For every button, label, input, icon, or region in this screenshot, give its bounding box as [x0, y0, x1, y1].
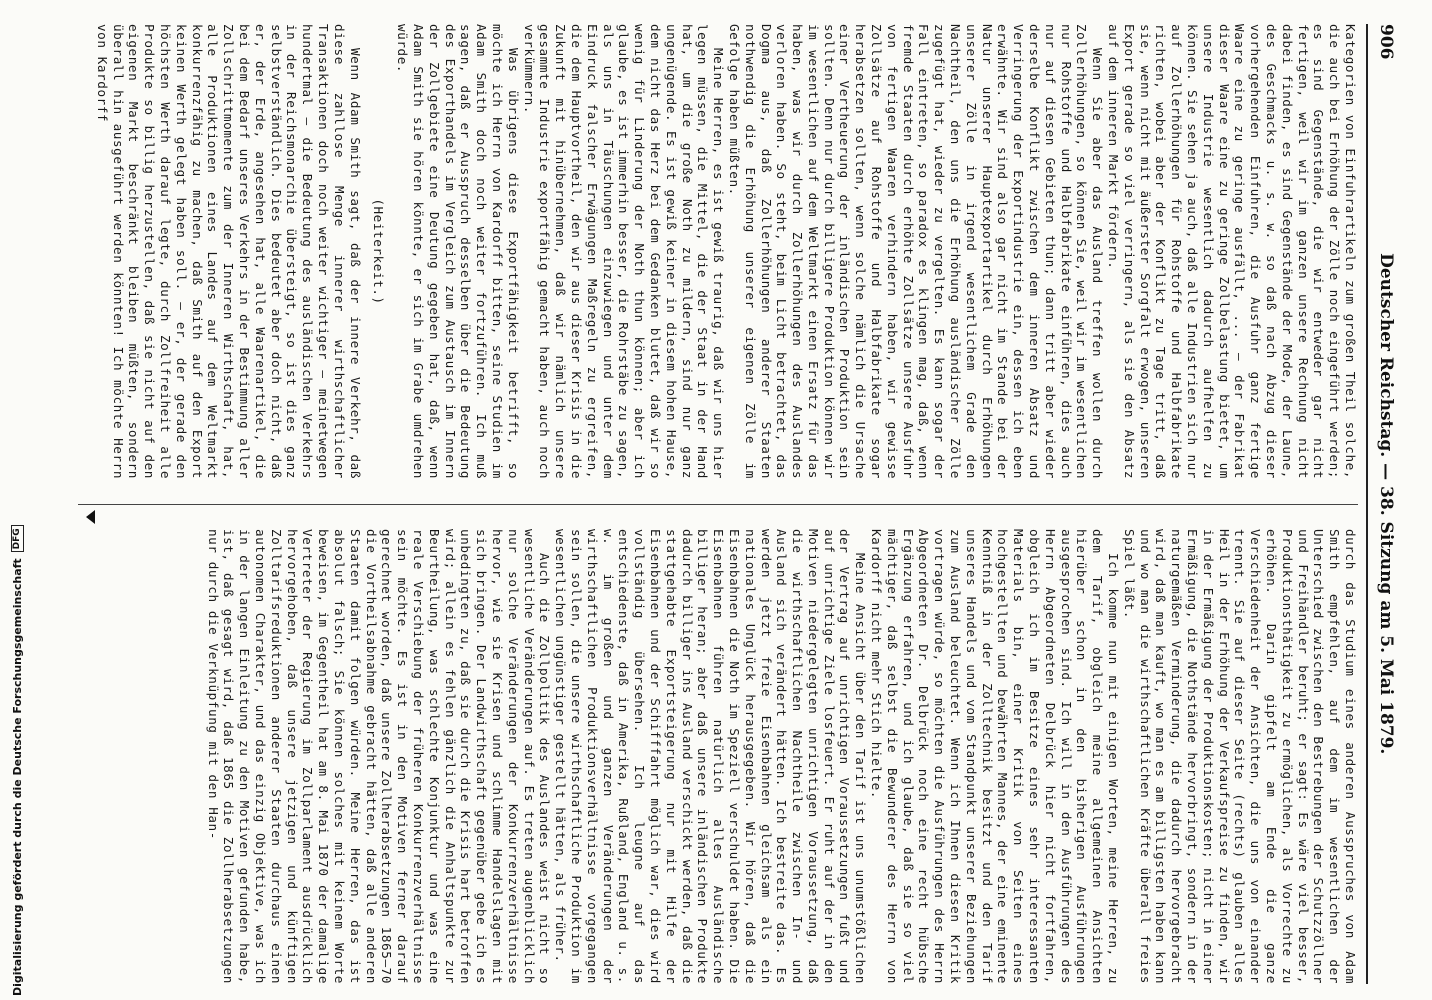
- stage-direction: (Heiterkeit.): [371, 198, 387, 305]
- rotated-page-content: [62, 24, 1402, 984]
- paragraph: Meine Ansicht über den Tarif ist uns unumstößlichen der Vertrag auf unrichtigen Voraussetzungen fußt und auf unrichtige Ziele losfeuert. Er ruht auf der in den Motiven niedergelegten unrichtigen Voraussetzung, daß die wirthschaftlichen Nachtheile zwischen In- und Ausland sich verändert hätten. Ich bestreite das. Es werden jetzt freie Eisenbahnen gleichsam als ein nationales Unglück herausgegeben. Wir hören, daß die Eisenbahnen die Noth im Speziell verschuldet haben. Die Eisenbahnen führen natürlich alles Ausländische billiger heran; aber daß unsere inländischen Produkte dadurch billiger ins Ausland verschickt werden, daß die stattgehabte Exportsteigerung nur mit Hilfe der Eisenbahnen und der Schifffahrt möglich war, dies wird vollständig übersehen. Ich leugne auf das entschiedenste, daß in Amerika, Rußland, England u. s. w. im großen und ganzen Veränderungen der wirthschaftlichen Produktionsverhältnisse vorgegangen sein sollen, die unsere wirthschaftliche Produktion im wesentlichen ungünstiger gestellt hätten, als früher.: [553, 529, 869, 984]
- column-divider: [78, 504, 1358, 505]
- digitization-credit: Digitalisierung gefördert durch die Deutsche Forschungsgemeinschaft: [10, 558, 24, 996]
- paragraph: Ich komme nun mit einigen Worten, meine Herren, zu dem Tarif, obgleich meine allgemeinen Ansichten hierüber schon in den bisherigen Ausführungen ausgesprochen sind. Ich will in den Ausführungen des Herrn Abgeordneten Delbrück hier nicht fortfahren, obgleich ich im Besitze eines sehr interessanten Materials bin, einer Kritik von Seiten eines hochgestellten und bewährten Mannes, der eine eminente Kenntniß in der Zolltechnik besitzt und den Tarif unseres Handels und vom Standpunkt unserer Beziehungen zum Ausland beleuchtet. Wenn ich Ihnen diesen Kritik vortragen würde, so möchten die Ausführungen des Herrn Abgeordneten Dr. Delbrück noch eine recht hübsche Ergänzung erfahren, und ich glaube, daß sie so viel mächtiger, daß selbst die Bewunderer des Herrn von Kardorff nicht mehr Stich hielte.: [869, 529, 1122, 984]
- paragraph: Was übrigens diese Exportfähigkeit betrifft, so möchte ich Herrn von Kardorff bitten, seine Studien im Adam Smith doch noch weiter fortzuführen. Ich muß sagen, daß er Ausspruch desselben über die Bedeutung des Exporthandels im Vergleich zum Austausch im Innern der Zollgebiete eine Deutung gegeben hat, daß, wenn Adam Smith sie hören könnte, er sich im Grabe umdrehen würde.: [395, 24, 521, 479]
- page-header: [1370, 24, 1402, 984]
- text-column-right: [205, 529, 1358, 984]
- paragraph: Wenn Sie aber das Ausland treffen wollen durch Zollerhöhungen, so können Sie, weil wir im wesentlichen nur Rohstoffe und Halbfabrikate einführen, dies auch nur auf diesen Gebieten thun; dann tritt aber wieder derselbe Konflikt zwischen dem inneren Absatz und Verringerung der Exportindustrie ein, dessen ich eben erwähnte. Wir sind also gar nicht im Stande bei der Natur unserer Hauptexportartikel durch Erhöhungen unserer Zölle in irgend wesentlichem Grade den Nachtheil, den uns die Erhöhung ausländischer Zölle zugefügt hat, wieder zu vergelten. Es kann sogar der Fall eintreten, so paradox es klingen mag, daß, wenn fremde Staaten durch erhöhte Zollsätze unsere Ausfuhr von fertigen Waaren verhindern haben, wir gewisse Zollsätze auf Rohstoffe und Halbfabrikate sogar herabsetzen sollten, wenn solche nämlich die Ursache einer Vertheuerung der inländischen Produktion sein sollten. Denn nur durch billigere Produktion können wir im wesentlichen auf dem Weltmarkt einen Ersatz für das haben, was wir durch Zollerhöhungen des Auslandes verloren haben. So steht, beim Licht betrachtet, das Dogma aus, daß Zollerhöhungen anderer Staaten nothwendig die Erhöhung unserer eigenen Zölle im Gefolge haben müßten.: [726, 24, 1106, 479]
- scan-marker-icon: [86, 510, 95, 524]
- paragraph: Meine Herren, es ist gewiß traurig, daß wir uns hier legen müssen, die Mittel, die der Staat in der Hand hat, um die große Noth zu mildern, sind nur ganz ungenügende. Es ist gewiß keiner in diesem hohen Hause, dem nicht das Herz bei dem Gedanken blutet, daß wir so wenig für Linderung der Noth thun können; aber ich glaube, es ist immerhin besser, die Rohrstäbe zu sagen, als uns in Täuschungen einzuwiegen und unter dem Eindruck falscher Erwägungen Maßregeln zu ergreifen, die dem Hauptvortheil, den wir aus dieser Krisis in die Zukunft mit hinübernehmen, daß wir nämlich unsere gesammte Industrie exportfähig gemacht haben, auch noch verkümmern.: [521, 24, 727, 479]
- paragraph: Kategorien von Einfuhrartikeln zum großen Theil solche, die auch bei Erhöhung der Zölle noch eingeführt werden; es sind Gegenstände, die wir entweder gar nicht fertigen, weil wir im ganzen unsere Rechnung nicht dabei finden, es sind Gegenstände der Mode, der Laune, des Geschmacks u. s. w. so daß nach Abzug dieser vorhergehenden Einfuhren, die Ausfuhr ganz fertige Waare eine zu geringe ausfällt, ... — der Fabrikat dieser Waare eine zu geringe Zollbelastung bietet, um unsere Industrie wesentlich dadurch aufhelfen zu können. Sie sehen ja auch, daß alle Industrien sich nur auf Zollerhöhungen für Rohstoffe und Halbfabrikate richten, wobei aber der Konflikt zu Tage tritt, daß sie, wenn nicht mit äußerster Sorgfalt erwogen, unseren Export gerade so viel verringern, als sie den Absatz auf dem inneren Markt fördern.: [1106, 24, 1358, 479]
- text-column-left: [94, 24, 1358, 479]
- page-number: 906: [1376, 24, 1396, 60]
- dfg-logo-icon: DFG: [11, 525, 24, 552]
- running-title: Deutscher Reichstag. — 38. Sitzung am 5. Mai 1879.: [1376, 253, 1396, 755]
- paragraph: Auch die Zollpolitik des Auslandes weist nicht so wesentliche Veränderungen auf. Es treten augenblicklich nur solche Veränderungen der Konkurrenzverhältnisse hervor, wie sie Krisen und schlimme Handelslagen mit sich bringen. Der Landwirthschaft gegenüber gebe ich es unbedingten zu, daß sie durch die Krisis hart betroffen wird; allein es fehlen gänzlich die Anhaltspunkte zur Beurtheilung, was schlechte Konjunktur und was eine reale Verschiebung der früheren Konkurrenzverhältnisse sein möchte. Es ist in den Motiven ferner darauf gerechnet worden, daß unsere Zollherabsetzungen 1865—70 die Vortheilsabnahme gebracht hätten, daß alle anderen Staaten damit folgen würden. Meine Herren, das ist absolut falsch; Sie können solches mit keinem Worte beweisen, im Gegentheil hat am 8. Mai 1870 der damalige Vertreter der Regierung im Zollparlament ausdrücklich hervorgehoben, daß unsere jetzigen und künftigen Zolltarifsreduktionen anderer Staaten durchaus einen autonomen Charakter, und das einzig Objektive, was ich in der langen Einleitung zu den Motiven gefunden habe, ist, daß gesagt wird, daß 1865 die Zollherabsetzungen nur durch die Verknüpfung mit den Han-: [205, 529, 553, 984]
- digitization-footer: [2, 4, 24, 996]
- paragraph: durch das Studium eines anderen Ausspruches von Adam Smith empfehlen, auf dem im wesentlichen der Unterschied zwischen den Bestrebungen der Schutzzöllner und Freihändler beruht; er sagt: Es wäre viel besser, Produktionsthätigkeit zu ermöglichen, als Vorrechte zu erhöhen. Darin gipfelt am Ende die ganze Verschiedenheit der Ansichten, die uns von einander trennt. Sie auf dieser Seite (rechts) glauben alles Heil in der Erhöhung der Verkaufspreise zu finden, wir in der Ermäßigung der Produktionskosten; nicht in einer Ermäßigung, die Nothstände hervorbringt, sondern in der naturgemäßen Verminderung, die dadurch hervorgebracht wird, daß man kauft, wo man es am billigsten haben kann und wo man die wirthschaftlichen Kräfte überall freies Spiel läßt.: [1121, 529, 1358, 984]
- header-rule: [1366, 24, 1368, 984]
- paragraph: Wenn Adam Smith sagt, daß der innere Verkehr, daß diese zahllose Menge innerer wirthschaftlicher Transaktionen doch noch weiter wichtiger — meinetwegen hundertmal — die Bedeutung des ausländischen Verkehrs in der Reichsmonarchie übersteigt, so ist dies ganz selbstverständlich. Dies bedeutet aber doch nicht, daß er, der Erde, angesehen hat, alle Waarenartikel, die bei dem Bedarf unseres Verkehrs in der Bestimmung aller Zollschrittmomente zum der Inneren Wirthschaft, hat, alle Produktionen eines Landes auf dem Weltmarkt konkurrenzfähig zu machen, daß Smith auf den Export keinen Werth gelegt haben soll. — er, der gerade den höchsten Werth darauf legte, durch Zollfreiheit alle Produkte so billig herzustellen, daß sie nicht auf den eigenen Markt beschränkt bleiben müßten, sondern überall hin ausgeführt werden könnten! Ich möchte Herrn von Kardorff: [94, 24, 363, 479]
